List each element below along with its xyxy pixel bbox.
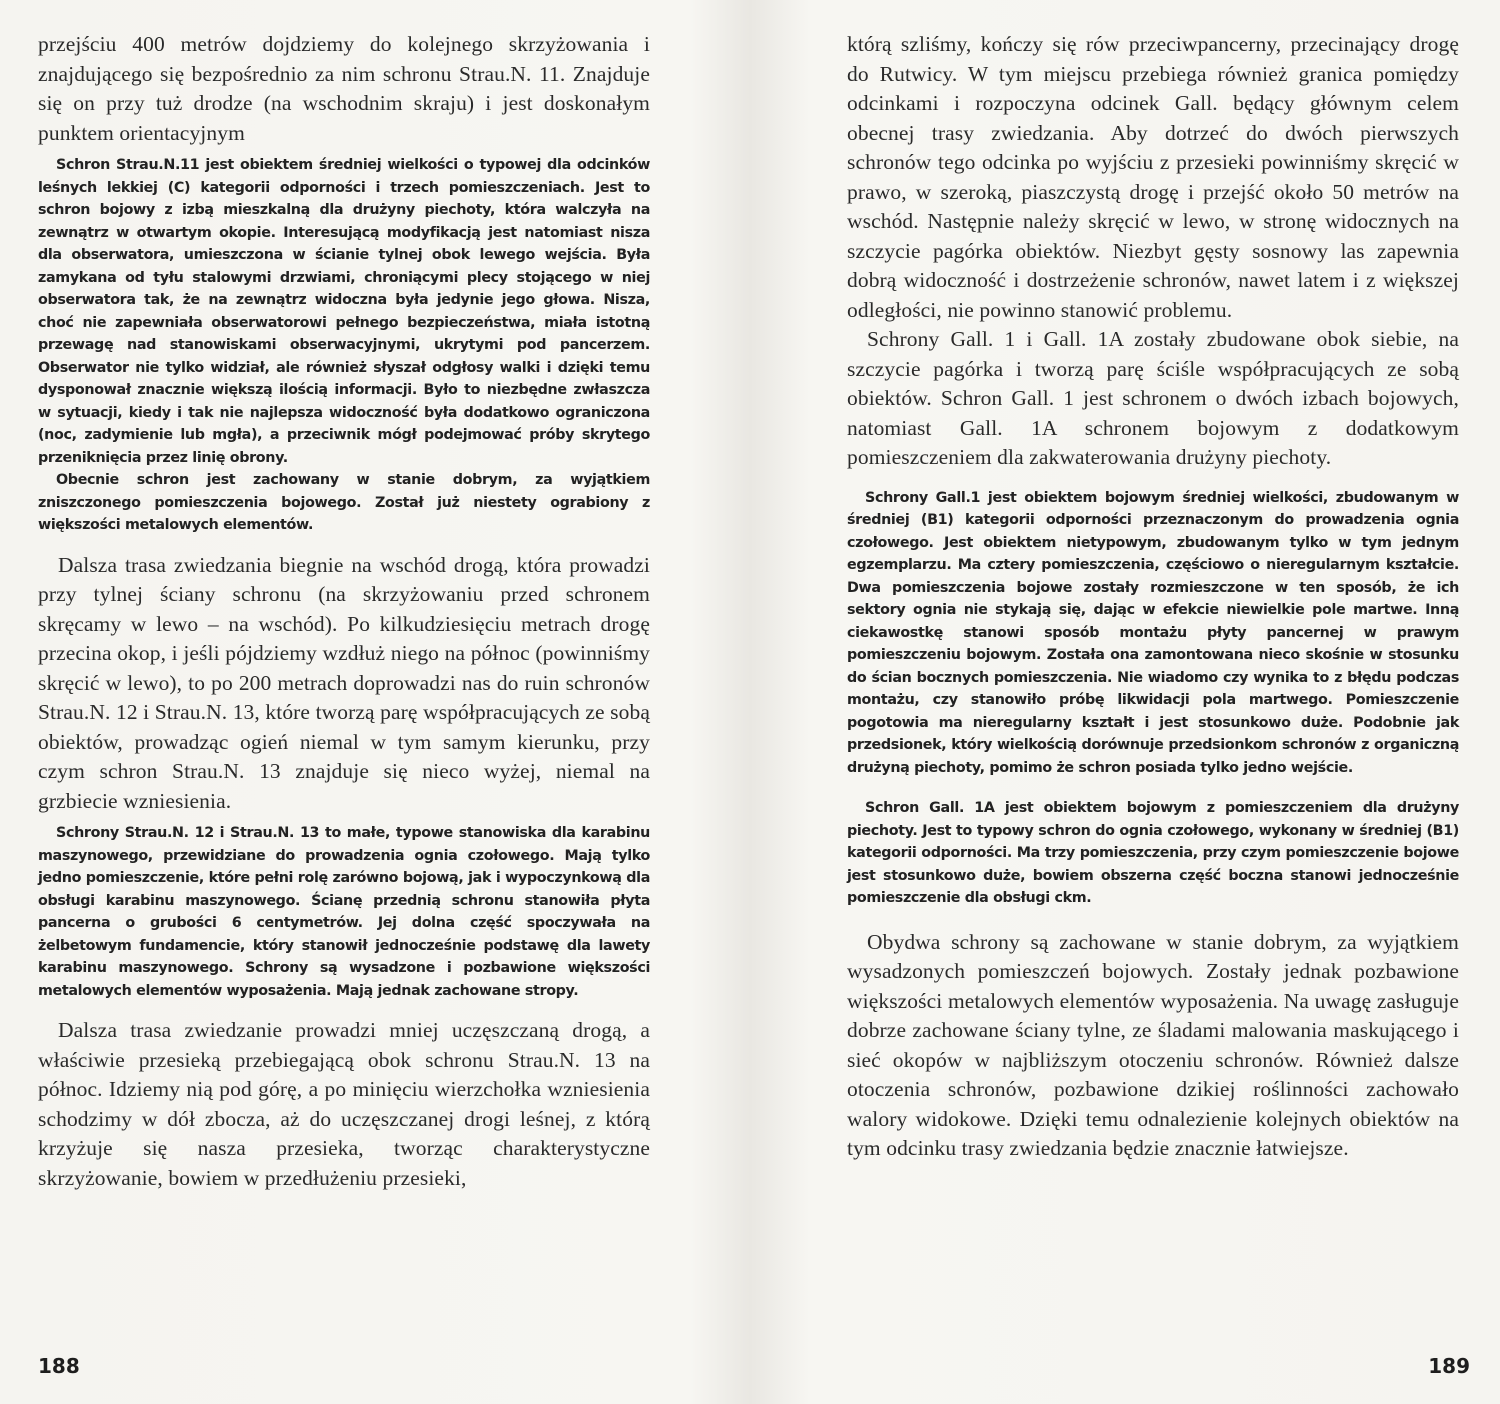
body-paragraph: którą szliśmy, kończy się rów przeciwpancerny, przecinający drogę do Rutwicy. W tym miejscu przebiega również granica pomiędzy odcinkami i rozpoczyna odcinek Gall. będący głównym celem obecnej trasy zwiedzania. Aby dotrzeć do dwóch pierwszych schronów tego odcinka po wyjściu z przesieki powinniśmy skręcić w prawo, w szeroką, piaszczystą drogę i przejść około 50 metrów na wschód. Następnie należy skręcić w lewo, w stronę widocznych na szczycie pagórka obiektów. Niezbyt gęsty sosnowy las zapewnia dobrą widoczność i dostrzeżenie schronów, nawet latem i z większej odległości, nie powinno stanowić problemu. bbox=[847, 32, 1459, 322]
left-text-column bbox=[38, 30, 650, 1193]
body-paragraph: Dalsza trasa zwiedzania biegnie na wschód drogą, która prowadzi przy tylnej ściany schronu (na skrzyżowaniu przed schronem skręcamy w lewo – na wschód). Po kilkudziesięciu metrach drogę przecina okop, i jeśli pójdziemy wzdłuż niego na północ (powinniśmy skręcić w lewo), to po 200 metrach doprowadzi nas do ruin schronów Strau.N. 12 i Strau.N. 13, które tworzą parę współpracujących ze sobą obiektów, prowadząc ogień niemal w tym samym kierunku, przy czym schron Strau.N. 13 znajduje się nieco wyżej, niemal na grzbiecie wzniesienia. bbox=[38, 552, 650, 813]
sidebar-paragraph: Schrony Strau.N. 12 i Strau.N. 13 to małe, typowe stanowiska dla karabinu maszynowego, przewidziane do prowadzenia ognia czołowego. Mają tylko jedno pomieszczenie, które pełni rolę zarówno bojową, jak i wypoczynkową dla obsługi karabinu maszynowego. Ścianę przednią schronu stanowiła płyta pancerna o grubości 6 centymetrów. Jej dolna część spoczywała na żelbetowym fundamencie, który stanowił jednocześnie podstawę dla lawety karabinu maszynowego. Schrony są wysadzone i pozbawione większości metalowych elementów wyposażenia. Mają jednak zachowane stropy. bbox=[38, 825, 650, 999]
sidebar-paragraph: Schrony Gall.1 jest obiektem bojowym średniej wielkości, zbudowanym w średniej (B1) kategorii odporności przeznaczonym do prowadzenia ognia czołowego. Jest obiektem nietypowym, zbudowanym tylko w tym jednym egzemplarzu. Ma cztery pomieszczenia, częściowo o nieregularnym kształcie. Dwa pomieszczenia bojowe zostały rozmieszczone w ten sposób, że ich sektory ognia nie stykają się, dając w efekcie niewielkie pole martwe. Inną ciekawostkę stanowi sposób montażu płyty pancernej w prawym pomieszczeniu bojowym. Została ona zamontowana nieco skośnie w stosunku do ścian bocznych pomieszczenia. Nie wiadomo czy wynika to z błędu podczas montażu, czy stanowiło próbę likwidacji pola martwego. Pomieszczenie pogotowia ma nieregularny kształt i jest stosunkowo duże. Podobnie jak przedsionek, który wielkością dorównuje przedsionkom schronów z organiczną drużyną piechoty, pomimo że schron posiada tylko jedno wejście. bbox=[847, 489, 1459, 776]
body-paragraph: przejściu 400 metrów dojdziemy do kolejnego skrzyżowania i znajdującego się bezpośrednio za nim schronu Strau.N. 11. Znajduje się on przy tuż drodze (na wschodnim skraju) i jest doskonałym punktem orientacyjnym bbox=[38, 32, 650, 145]
sidebar-paragraph: Obecnie schron jest zachowany w stanie dobrym, za wyjątkiem zniszczonego pomieszczenia bojowego. Został już niestety ograbiony z większości metalowych elementów. bbox=[38, 472, 650, 533]
page-number: 189 bbox=[1428, 1354, 1470, 1378]
sidebar-paragraph: Schron Strau.N.11 jest obiektem średniej wielkości o typowej dla odcinków leśnych lekkiej (C) kategorii odporności i trzech pomieszczeniach. Jest to schron bojowy z izbą mieszkalną dla drużyny piechoty, która walczyła na zewnątrz w otwartym okopie. Interesującą modyfikacją jest natomiast nisza dla obserwatora, umieszczona w ścianie tylnej obok lewego wejścia. Była zamykana od tyłu stalowymi drzwiami, chroniącymi plecy stojącego w niej obserwatora tak, że na zewnątrz widoczna była jedynie jego głowa. Nisza, choć nie zapewniała obserwatorowi pełnego bezpieczeństwa, miała istotną przewagę nad stanowiskami obserwacyjnymi, ukrytymi pod pancerzem. Obserwator nie tylko widział, ale również słyszał odgłosy walki i dzięki temu dysponował znacznie większą ilością informacji. Było to niezbędne zwłaszcza w sytuacji, kiedy i tak nie najlepsza widoczność była dodatkowo ograniczona (noc, zadymienie lub mgła), a przeciwnik mógł podejmować próby skrytego przeniknięcia przez linię obrony. bbox=[38, 157, 650, 466]
body-paragraph: Obydwa schrony są zachowane w stanie dobrym, za wyjątkiem wysadzonych pomieszczeń bojowych. Zostały jednak pozbawione większości metalowych elementów wyposażenia. Na uwagę zasługuje dobrze zachowane ściany tylne, ze śladami malowania maskującego i sieć okopów w najbliższym otoczeniu schronów. Również dalsze otoczenia schronów, pozbawione dzikiej roślinności zachowało walory widokowe. Dzięki temu odnalezienie kolejnych obiektów na tym odcinku trasy zwiedzania będzie znacznie łatwiejsze. bbox=[847, 929, 1459, 1160]
body-paragraph: Dalsza trasa zwiedzanie prowadzi mniej uczęszczaną drogą, a właściwie przesieką przebiegającą obok schronu Strau.N. 13 na północ. Idziemy nią pod górę, a po minięciu wierzchołka wzniesienia schodzimy w dół zbocza, aż do uczęszczanej drogi leśnej, z którą krzyżuje się nasza przesieka, tworząc charakterystyczne skrzyżowanie, bowiem w przedłużeniu przesieki, bbox=[38, 1018, 650, 1190]
right-text-column bbox=[847, 30, 1459, 1164]
sidebar-paragraph: Schron Gall. 1A jest obiektem bojowym z pomieszczeniem dla drużyny piechoty. Jest to typowy schron do ognia czołowego, wykonany w średniej (B1) kategorii odporności. Ma trzy pomieszczenia, przy czym pomieszczenie bojowe jest stosunkowo duże, bowiem obszerna część boczna stanowi jednocześnie pomieszczenie dla obsługi ckm. bbox=[847, 800, 1459, 906]
right-page bbox=[750, 0, 1500, 1404]
page-number: 188 bbox=[38, 1354, 80, 1378]
body-paragraph: Schrony Gall. 1 i Gall. 1A zostały zbudowane obok siebie, na szczycie pagórka i tworzą parę ściśle współpracujących ze sobą obiektów. Schron Gall. 1 jest schronem o dwóch izbach bojowych, natomiast Gall. 1A schronem bojowym z dodatkowym pomieszczeniem dla zakwaterowania drużyny piechoty. bbox=[847, 327, 1459, 469]
